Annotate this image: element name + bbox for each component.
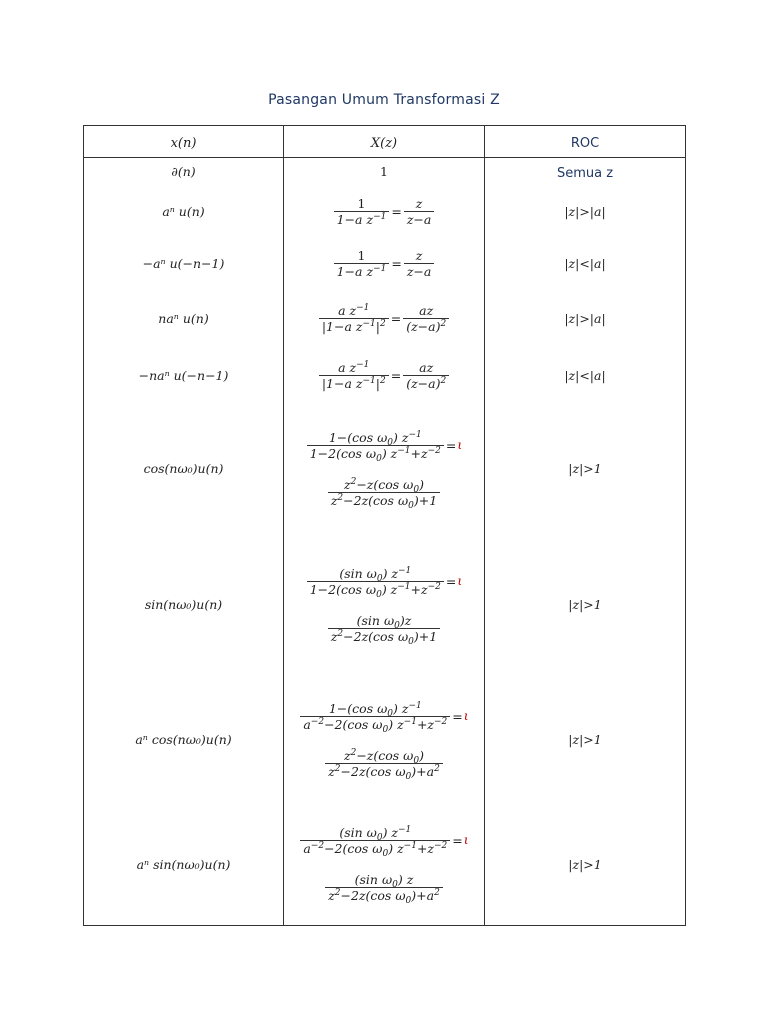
header-roc: ROC <box>485 126 686 158</box>
roc-cell: |z|>|a| <box>485 186 686 238</box>
table-row <box>84 404 686 534</box>
xn-cell: aⁿ u(n) <box>84 186 284 238</box>
xn-cell: cos(nω₀)u(n) <box>84 404 284 534</box>
xz-cell: 1 <box>284 158 485 186</box>
xn-cell: −naⁿ u(−n−1) <box>84 347 284 404</box>
xz-cell: $\frac{(\sin \omega_0) z^{-1}}{1-2(\cos \omega_0) z^{-1}+z^{-2}}$ =ι $\frac{(\sin \omega_0)z}{z^2-2z(\cos \omega_0)+1}$ <box>284 534 485 676</box>
page-title: Pasangan Umum Transformasi Z <box>268 92 500 108</box>
roc-cell: |z|>|a| <box>485 290 686 347</box>
table-row <box>84 238 686 290</box>
xn-cell: aⁿ cos(nω₀)u(n) <box>84 676 284 804</box>
z-transform-table <box>83 125 686 926</box>
table-row <box>84 347 686 404</box>
xz-cell: $\frac{a z^{-1}}{|1-a z^{-1}|^2}$ = $\frac{az}{(z-a)^2}$ <box>284 347 485 404</box>
xn-cell: −aⁿ u(−n−1) <box>84 238 284 290</box>
table-row <box>84 158 686 186</box>
table-row <box>84 290 686 347</box>
header-xn: x(n) <box>84 126 284 158</box>
table-row <box>84 186 686 238</box>
table-row <box>84 676 686 804</box>
xn-cell: aⁿ sin(nω₀)u(n) <box>84 804 284 926</box>
xz-cell: $\frac{1}{1-a z^{-1}}$ = $\frac{z}{z-a}$ <box>284 238 485 290</box>
xz-cell: $\frac{a z^{-1}}{|1-a z^{-1}|^2}$ = $\frac{az}{(z-a)^2}$ <box>284 290 485 347</box>
xn-cell: naⁿ u(n) <box>84 290 284 347</box>
xz-cell: $\frac{(\sin \omega_0) z^{-1}}{a^{-2}-2(\cos \omega_0) z^{-1}+z^{-2}}$ =ι $\frac{(\sin \omega_0) z}{z^2-2z(\cos \omega_0)+a^2}$ <box>284 804 485 926</box>
roc-cell: |z|>1 <box>485 804 686 926</box>
header-xz: X(z) <box>284 126 485 158</box>
table-row <box>84 534 686 676</box>
roc-cell: |z|>1 <box>485 404 686 534</box>
table-row <box>84 804 686 926</box>
roc-cell: |z|<|a| <box>485 238 686 290</box>
xz-cell: $\frac{1-(\cos \omega_0) z^{-1}}{a^{-2}-2(\cos \omega_0) z^{-1}+z^{-2}}$ =ι $\frac{z^2-z(\cos \omega_0)}{z^2-2z(\cos \omega_0)+a^2}$ <box>284 676 485 804</box>
xz-cell: $\frac{1}{1-a z^{-1}}$ = $\frac{z}{z-a}$ <box>284 186 485 238</box>
roc-cell: |z|>1 <box>485 676 686 804</box>
table-header-row <box>84 126 686 158</box>
roc-cell: |z|<|a| <box>485 347 686 404</box>
xn-cell: sin(nω₀)u(n) <box>84 534 284 676</box>
xn-cell: ∂(n) <box>84 158 284 186</box>
roc-cell: Semua z <box>485 158 686 186</box>
roc-cell: |z|>1 <box>485 534 686 676</box>
xz-cell: $\frac{1-(\cos \omega_0) z^{-1}}{1-2(\cos \omega_0) z^{-1}+z^{-2}}$ =ι $\frac{z^2-z(\cos \omega_0)}{z^2-2z(\cos \omega_0)+1}$ <box>284 404 485 534</box>
